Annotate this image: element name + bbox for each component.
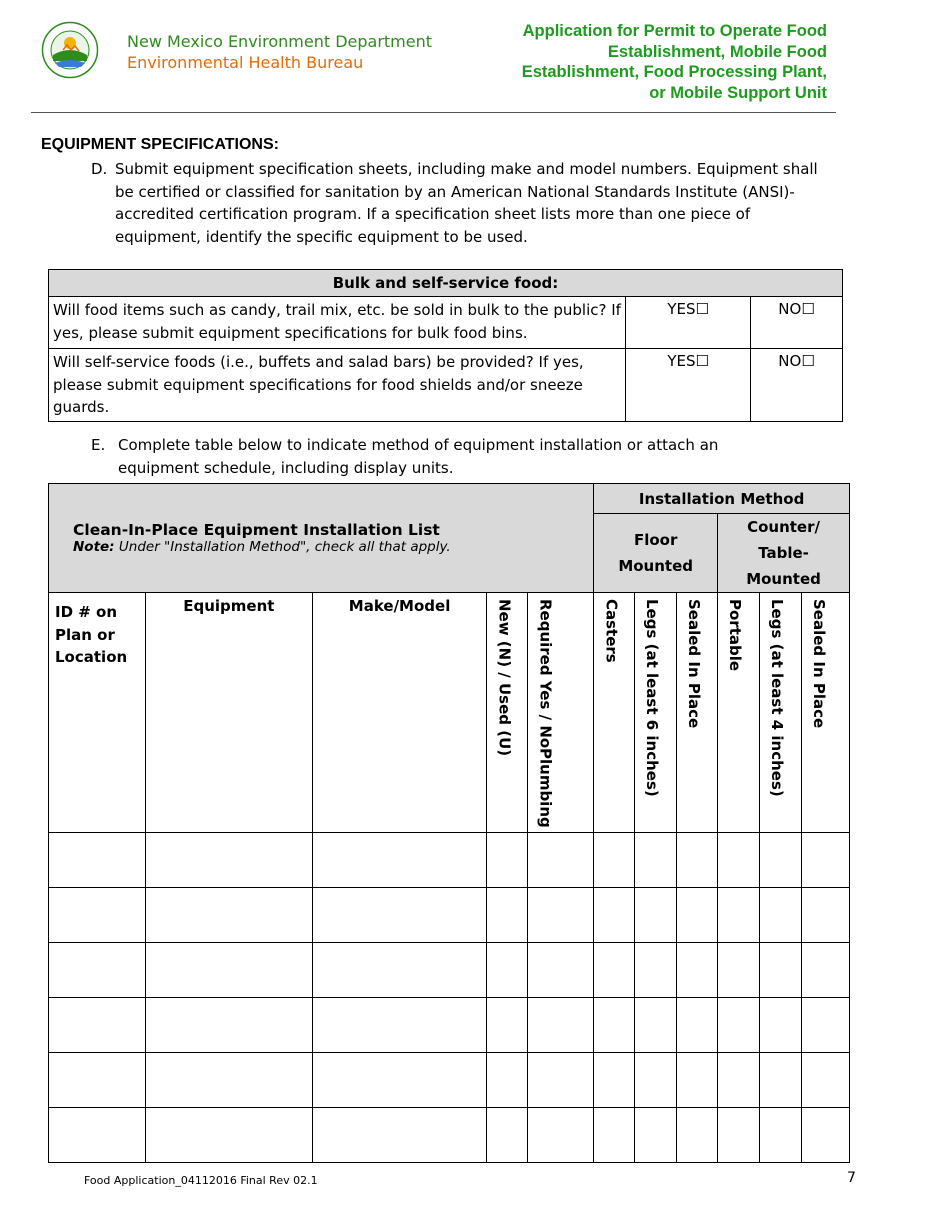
doc-title-line: Application for Permit to Operate Food xyxy=(522,22,827,40)
table-cell[interactable] xyxy=(801,1107,849,1162)
note-text: Under "Installation Method", check all that apply. xyxy=(114,539,451,555)
table-cell[interactable] xyxy=(487,832,528,887)
table-cell[interactable] xyxy=(528,1052,594,1107)
col-header-sealed-floor xyxy=(677,593,718,833)
doc-title-line: Establishment, Food Processing Plant, xyxy=(521,63,827,81)
self-service-question: Will self-service foods (i.e., buffets and salad bars) be provided? If yes, please submit equipment specifications for food shields and/or sneeze guards. xyxy=(49,349,626,422)
document-title xyxy=(447,21,827,103)
table-row xyxy=(49,997,850,1052)
item-e-paragraph xyxy=(91,434,851,480)
table-row xyxy=(49,1052,850,1107)
col-header-legs4 xyxy=(760,593,802,833)
table-cell[interactable] xyxy=(677,1107,718,1162)
header-divider xyxy=(31,112,836,113)
department-name xyxy=(127,31,432,73)
equipment-installation-table xyxy=(48,483,850,1163)
table-cell[interactable] xyxy=(760,1107,802,1162)
counter-mounted-header xyxy=(718,514,850,593)
floor-mounted-line: Mounted xyxy=(618,557,693,575)
self-service-yes-checkbox[interactable]: YES☐ xyxy=(626,349,751,422)
col-header-id xyxy=(49,593,146,833)
table-cell[interactable] xyxy=(760,832,802,887)
table-cell[interactable] xyxy=(760,887,802,942)
col-header-casters xyxy=(594,593,635,833)
floor-mounted-header xyxy=(594,514,718,593)
item-e-line: equipment schedule, including display units. xyxy=(118,458,454,477)
counter-mounted-line: Table- xyxy=(758,544,809,562)
equipment-list-note xyxy=(73,539,593,555)
table-cell[interactable] xyxy=(487,942,528,997)
installation-method-header: Installation Method xyxy=(594,484,850,514)
table-cell[interactable] xyxy=(594,997,635,1052)
table-cell[interactable] xyxy=(635,1052,677,1107)
table-cell[interactable] xyxy=(801,942,849,997)
table-cell[interactable] xyxy=(528,1107,594,1162)
bulk-self-service-table xyxy=(48,269,843,422)
bulk-table-header: Bulk and self-service food: xyxy=(49,270,843,297)
table-cell[interactable] xyxy=(801,887,849,942)
item-d-label: D. xyxy=(91,160,108,178)
table-cell[interactable] xyxy=(145,1052,312,1107)
table-cell[interactable] xyxy=(312,942,487,997)
table-cell[interactable] xyxy=(677,997,718,1052)
table-cell[interactable] xyxy=(312,997,487,1052)
table-cell[interactable] xyxy=(760,942,802,997)
table-cell[interactable] xyxy=(594,1107,635,1162)
col-header-equipment: Equipment xyxy=(145,593,312,833)
table-cell[interactable] xyxy=(718,832,760,887)
nmed-seal-logo xyxy=(41,21,99,79)
table-cell[interactable] xyxy=(49,997,146,1052)
item-d-paragraph xyxy=(91,158,851,250)
table-cell[interactable] xyxy=(677,887,718,942)
col-sealed-counter-label: Sealed In Place xyxy=(809,599,828,729)
table-cell[interactable] xyxy=(594,832,635,887)
doc-title-line: or Mobile Support Unit xyxy=(649,83,827,102)
table-cell[interactable] xyxy=(145,1107,312,1162)
table-cell[interactable] xyxy=(312,1107,487,1162)
table-cell[interactable] xyxy=(49,1107,146,1162)
table-cell[interactable] xyxy=(677,832,718,887)
col-header-legs6 xyxy=(635,593,677,833)
bulk-no-checkbox[interactable]: NO☐ xyxy=(751,297,843,349)
col-id-line: Location xyxy=(55,648,128,666)
dept-line2: Environmental Health Bureau xyxy=(127,53,364,72)
table-cell[interactable] xyxy=(760,1052,802,1107)
item-e-line: Complete table below to indicate method of equipment installation or attach an xyxy=(118,436,719,454)
table-cell[interactable] xyxy=(49,887,146,942)
table-cell[interactable] xyxy=(635,832,677,887)
dept-line1: New Mexico Environment Department xyxy=(127,32,433,51)
counter-mounted-line: Counter/ xyxy=(747,518,820,536)
counter-mounted-line: Mounted xyxy=(746,570,821,588)
table-cell[interactable] xyxy=(635,1107,677,1162)
table-cell[interactable] xyxy=(487,887,528,942)
table-cell[interactable] xyxy=(594,1052,635,1107)
table-cell[interactable] xyxy=(718,1107,760,1162)
col-legs4-label: Legs (at least 4 inches) xyxy=(768,599,787,797)
col-id-line: ID # on xyxy=(55,603,118,621)
col-plumbing-line: Required Yes / No xyxy=(536,599,555,749)
table-row xyxy=(49,887,850,942)
col-header-sealed-counter xyxy=(801,593,849,833)
col-portable-label: Portable xyxy=(726,599,745,672)
bulk-yes-checkbox[interactable]: YES☐ xyxy=(626,297,751,349)
table-cell[interactable] xyxy=(677,942,718,997)
item-d-line: accredited certification program. If a specification sheet lists more than one piece of xyxy=(115,205,751,223)
table-cell[interactable] xyxy=(635,887,677,942)
equipment-list-title: Clean-In-Place Equipment Installation List xyxy=(73,521,440,539)
table-cell[interactable] xyxy=(49,942,146,997)
table-cell[interactable] xyxy=(49,832,146,887)
table-cell[interactable] xyxy=(528,887,594,942)
table-cell[interactable] xyxy=(594,942,635,997)
table-cell[interactable] xyxy=(312,1052,487,1107)
col-casters-label: Casters xyxy=(602,599,621,663)
table-row xyxy=(49,942,850,997)
col-header-portable xyxy=(718,593,760,833)
page-number: 7 xyxy=(847,1170,856,1186)
self-service-no-checkbox[interactable]: NO☐ xyxy=(751,349,843,422)
table-cell[interactable] xyxy=(801,1052,849,1107)
col-new-used-label: New (N) / Used (U) xyxy=(495,599,514,757)
table-cell[interactable] xyxy=(718,887,760,942)
table-cell[interactable] xyxy=(718,942,760,997)
table-cell[interactable] xyxy=(312,832,487,887)
table-row xyxy=(49,832,850,887)
floor-mounted-line: Floor xyxy=(633,531,678,549)
item-e-label: E. xyxy=(91,436,106,454)
col-header-plumbing xyxy=(528,593,594,833)
table-cell[interactable] xyxy=(145,942,312,997)
table-cell[interactable] xyxy=(760,997,802,1052)
col-header-new-used xyxy=(487,593,528,833)
item-d-line: be certified or classified for sanitation by an American National Standards Institute (ANSI)- xyxy=(115,182,795,201)
footer-text: Food Application_04112016 Final Rev 02.1 xyxy=(84,1174,318,1187)
col-plumbing-line: Plumbing xyxy=(536,748,555,828)
table-cell[interactable] xyxy=(145,832,312,887)
note-label: Note: xyxy=(73,539,115,555)
col-header-make-model: Make/Model xyxy=(312,593,487,833)
table-cell[interactable] xyxy=(487,1052,528,1107)
table-cell[interactable] xyxy=(677,1052,718,1107)
equipment-rows xyxy=(49,832,850,1162)
bulk-question: Will food items such as candy, trail mix, etc. be sold in bulk to the public? If yes, please submit equipment specifications for bulk food bins. xyxy=(49,297,626,349)
item-d-line: equipment, identify the specific equipment to be used. xyxy=(115,227,528,246)
table-cell[interactable] xyxy=(49,1052,146,1107)
table-cell[interactable] xyxy=(312,887,487,942)
table-cell[interactable] xyxy=(635,997,677,1052)
table-cell[interactable] xyxy=(718,997,760,1052)
table-cell[interactable] xyxy=(635,942,677,997)
table-row xyxy=(49,1107,850,1162)
item-d-line: Submit equipment specification sheets, including make and model numbers. Equipment shall xyxy=(115,160,818,178)
equipment-list-title-cell xyxy=(49,484,594,593)
table-cell[interactable] xyxy=(528,942,594,997)
table-cell[interactable] xyxy=(718,1052,760,1107)
table-cell[interactable] xyxy=(801,997,849,1052)
table-cell[interactable] xyxy=(145,887,312,942)
section-title: EQUIPMENT SPECIFICATIONS: xyxy=(41,136,279,153)
table-cell[interactable] xyxy=(145,997,312,1052)
col-sealed-floor-label: Sealed In Place xyxy=(685,599,704,729)
page-header xyxy=(0,0,950,115)
table-cell[interactable] xyxy=(487,997,528,1052)
col-legs6-label: Legs (at least 6 inches) xyxy=(643,599,662,797)
table-cell[interactable] xyxy=(594,887,635,942)
table-cell[interactable] xyxy=(528,832,594,887)
doc-title-line: Establishment, Mobile Food xyxy=(607,42,827,61)
table-cell[interactable] xyxy=(487,1107,528,1162)
col-id-line: Plan or xyxy=(55,625,115,644)
table-cell[interactable] xyxy=(801,832,849,887)
table-cell[interactable] xyxy=(528,997,594,1052)
